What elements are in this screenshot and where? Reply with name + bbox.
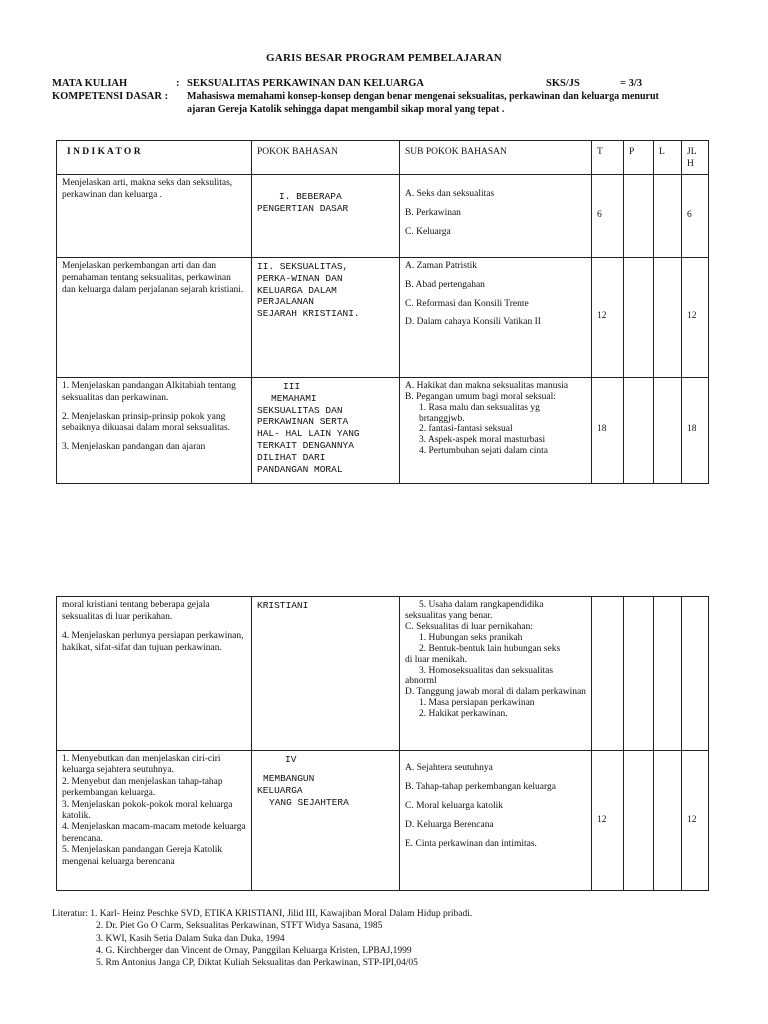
sub-pokok-text: 2. Hakikat perkawinan. bbox=[419, 709, 508, 720]
sub-pokok-text: 4. Pertumbuhan sejati dalam cinta bbox=[419, 446, 549, 457]
pokok-bahasan-text: KELUARGA DALAM bbox=[257, 284, 337, 296]
sub-pokok-text: di luar menikah. bbox=[405, 654, 467, 665]
table-row bbox=[57, 377, 709, 483]
pokok-bahasan-text: HAL- HAL LAIN YANG bbox=[257, 428, 360, 440]
sub-pokok-text: B. Pegangan umum bagi moral seksual: bbox=[405, 391, 556, 402]
jlh-value: 12 bbox=[682, 257, 709, 377]
t-value: 12 bbox=[592, 257, 624, 377]
jlh-value: 12 bbox=[682, 751, 709, 891]
pokok-bahasan-text: DILIHAT DARI bbox=[257, 452, 326, 463]
sub-pokok-text: seksualitas yang benar. bbox=[405, 610, 493, 621]
jlh-value: 6 bbox=[682, 174, 709, 257]
indikator-text: moral kristiani tentang beberapa gejala seksualitas di luar perikahan. bbox=[62, 600, 210, 622]
kompetensi-dasar-line-1: Mahasiswa memahami konsep-konsep dengan benar mengenai seksualitas, perkawinan dan keluarga menurut bbox=[187, 91, 659, 102]
gbpp-table-part-2 bbox=[56, 596, 709, 891]
pokok-bahasan-text: SEJARAH KRISTIANI. bbox=[257, 308, 360, 320]
sub-pokok-text: C. Reformasi dan Konsili Trente bbox=[405, 298, 529, 309]
pokok-bahasan-text: KELUARGA bbox=[257, 784, 303, 796]
pokok-bahasan-text: YANG SEJAHTERA bbox=[269, 796, 349, 808]
sub-pokok-text: 5. Usaha dalam rangkapendidika bbox=[419, 600, 544, 610]
indikator-text: 4. Menjelaskan macam-macam metode keluarga berencana. bbox=[62, 822, 246, 844]
pokok-bahasan-text: II. SEKSUALITAS, bbox=[257, 260, 349, 272]
sub-pokok-text: 2. fantasi-fantasi seksual bbox=[419, 424, 513, 435]
table-row bbox=[57, 174, 709, 257]
pokok-bahasan-text: PENGERTIAN DASAR bbox=[257, 202, 349, 214]
sub-pokok-text: B. Perkawinan bbox=[405, 207, 461, 218]
sub-pokok-text: E. Cinta perkawinan dan intimitas. bbox=[405, 838, 537, 849]
indikator-text: 3. Menjelaskan pandangan dan ajaran bbox=[62, 442, 206, 453]
sub-pokok-text: A. Hakikat dan makna seksualitas manusia bbox=[405, 380, 569, 391]
sub-pokok-text: A. Zaman Patristik bbox=[405, 260, 478, 271]
t-value: 12 bbox=[592, 751, 624, 891]
sub-pokok-text: 3. Homoseksualitas dan seksualitas bbox=[419, 665, 554, 676]
literatur-item: 4. G. Kirchberger dan Vincent de Ornay, Panggilan Keluarga Kristen, LPBAJ,1999 bbox=[96, 946, 412, 957]
col-t: T bbox=[592, 141, 624, 175]
literatur-item: 5. Rm Antonius Janga CP, Diktat Kuliah Seksualitas dan Perkawinan, STP-IPI,04/05 bbox=[96, 958, 418, 969]
indikator-text: Menjelaskan arti, makna seks dan seksulitas, perkawinan dan keluarga . bbox=[62, 177, 233, 200]
sub-pokok-text: 2. Bentuk-bentuk lain hubungan seks bbox=[419, 643, 561, 654]
pokok-bahasan-text: MEMAHAMI bbox=[271, 392, 317, 404]
jlh-value: 18 bbox=[682, 377, 709, 483]
kompetensi-dasar-label: KOMPETENSI DASAR : bbox=[52, 91, 169, 102]
table-row bbox=[57, 597, 709, 751]
literatur-list bbox=[52, 908, 472, 970]
indikator-text: 1. Menjelaskan pandangan Alkitabiah tentang seksualitas dan perkawinan. bbox=[62, 380, 236, 403]
t-value: 6 bbox=[592, 174, 624, 257]
pokok-bahasan-text: PERJALANAN bbox=[257, 296, 315, 308]
kompetensi-dasar-line-2: ajaran Gereja Katolik sehingga dapat mengambil sikap moral yang tepat . bbox=[187, 104, 505, 115]
indikator-text: 1. Menyebutkan dan menjelaskan ciri-ciri keluarga sejahtera seutuhnya. bbox=[62, 754, 221, 776]
indikator-text: 2. Menjelaskan prinsip-prinsip pokok yang sebaiknya dikuasai dalam moral seksualitas. bbox=[62, 411, 231, 434]
table-header-row bbox=[57, 141, 709, 175]
pokok-bahasan-text: KRISTIANI bbox=[257, 600, 309, 611]
indikator-text: 5. Menjelaskan pandangan Gereja Katolik mengenai keluarga berencana bbox=[62, 845, 223, 867]
sub-pokok-text: B. Tahap-tahap perkembangan keluarga bbox=[405, 781, 556, 792]
literatur-item: Literatur: 1. Karl- Heinz Peschke SVD, ETIKA KRISTIANI, Jilid III, Kawajiban Moral Dalam Hidup pribadi. bbox=[52, 909, 473, 919]
pokok-bahasan-text: PERKA-WINAN DAN bbox=[257, 272, 343, 284]
mata-kuliah-label: MATA KULIAH bbox=[52, 78, 128, 89]
pokok-bahasan-text: PANDANGAN MORAL bbox=[257, 463, 343, 475]
document-title: GARIS BESAR PROGRAM PEMBELAJARAN bbox=[266, 52, 502, 64]
col-jlh: JL H bbox=[682, 141, 709, 175]
sub-pokok-text: D. Dalam cahaya Konsili Vatikan II bbox=[405, 317, 541, 328]
indikator-text: 2. Menyebut dan menjelaskan tahap-tahap perkembangan keluarga. bbox=[62, 776, 223, 799]
pokok-bahasan-text: IV bbox=[285, 754, 297, 765]
sub-pokok-text: A. Seks dan seksualitas bbox=[405, 188, 495, 199]
sub-pokok-text: C. Seksualitas di luar pernikahan: bbox=[405, 621, 533, 632]
colon: : bbox=[176, 78, 180, 89]
gbpp-table-part-1 bbox=[56, 140, 709, 484]
col-sub-pokok-bahasan: SUB POKOK BAHASAN bbox=[400, 141, 592, 175]
mata-kuliah-value: SEKSUALITAS PERKAWINAN DAN KELUARGA bbox=[187, 78, 424, 89]
t-value: 18 bbox=[592, 377, 624, 483]
indikator-text: 3. Menjelaskan pokok-pokok moral keluarga katolik. bbox=[62, 799, 233, 821]
pokok-bahasan-text: PERKAWINAN SERTA bbox=[257, 416, 349, 428]
sub-pokok-text: abnorml bbox=[405, 676, 437, 687]
literatur-item: 2. Dr. Piet Go O Carm, Seksualitas Perkawinan, STFT Widya Sasana, 1985 bbox=[96, 921, 383, 932]
sub-pokok-text: 3. Aspek-aspek moral masturbasi bbox=[419, 435, 546, 446]
indikator-text: 4. Menjelaskan perlunya persiapan perkawinan, hakikat, sifat-sifat dan tujuan perkawinan. bbox=[62, 630, 244, 653]
sub-pokok-text: D. Tanggung jawab moral di dalam perkawinan bbox=[405, 687, 586, 698]
sub-pokok-text: 1. Hubungan seks pranikah bbox=[419, 632, 523, 643]
pokok-bahasan-text: TERKAIT DENGANNYA bbox=[257, 440, 354, 452]
literatur-item: 3. KWI, Kasih Setia Dalam Suka dan Duka, 1994 bbox=[96, 933, 285, 944]
sks-value: = 3/3 bbox=[620, 78, 643, 89]
sub-pokok-text: A. Sejahtera seutuhnya bbox=[405, 763, 493, 773]
pokok-bahasan-text: I. BEBERAPA bbox=[279, 190, 342, 202]
col-p: P bbox=[624, 141, 654, 175]
sub-pokok-text: 1. Rasa malu dan seksualitas yg brtanggjwb. bbox=[419, 402, 540, 424]
pokok-bahasan-text: MEMBANGUN bbox=[263, 772, 315, 784]
sub-pokok-text: C. Moral keluarga katolik bbox=[405, 800, 503, 811]
sub-pokok-text: C. Keluarga bbox=[405, 226, 451, 237]
col-pokok-bahasan: POKOK BAHASAN bbox=[252, 141, 400, 175]
sub-pokok-text: 1. Masa persiapan perkawinan bbox=[419, 698, 535, 709]
sub-pokok-text: B. Abad pertengahan bbox=[405, 279, 485, 290]
pokok-bahasan-text: SEKSUALITAS DAN bbox=[257, 404, 343, 416]
sub-pokok-text: D. Keluarga Berencana bbox=[405, 819, 494, 830]
table-row bbox=[57, 751, 709, 891]
pokok-bahasan-text: III bbox=[283, 380, 301, 392]
indikator-text: Menjelaskan perkembangan arti dan dan pemahaman tentang seksualitas, perkawinan dan keluarga dalam perjalanan sejarah kristiani. bbox=[62, 260, 244, 295]
table-row bbox=[57, 257, 709, 377]
sks-label: SKS/JS bbox=[546, 78, 580, 89]
col-indikator: I N D I K A T O R bbox=[57, 141, 252, 175]
col-l: L bbox=[654, 141, 682, 175]
